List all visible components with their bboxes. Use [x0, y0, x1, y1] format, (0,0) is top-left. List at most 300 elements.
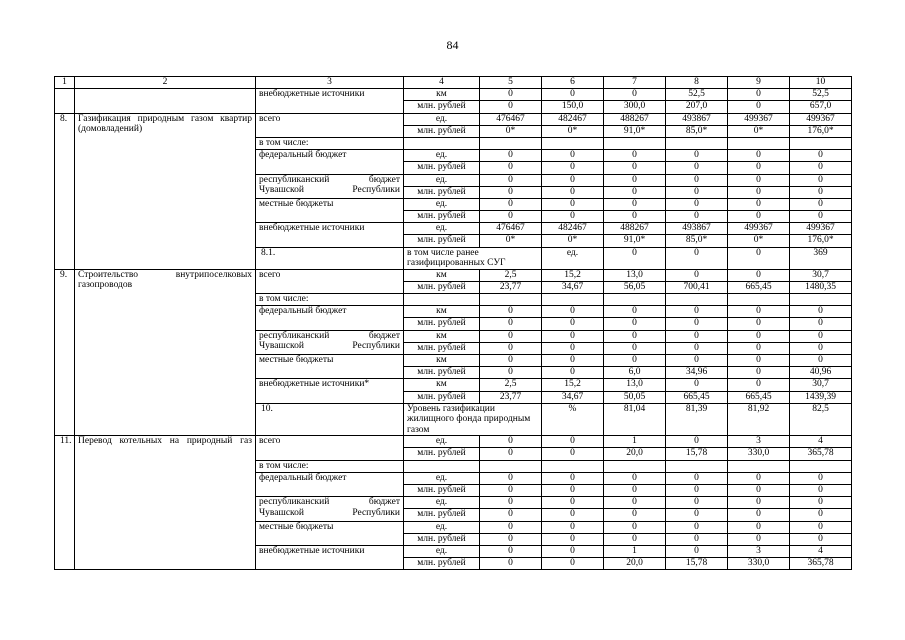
value-cell: 0 — [604, 533, 666, 545]
indicator-cell: в том числе ранее газифицированных СУГ — [404, 247, 542, 269]
value-cell: 0 — [728, 484, 790, 496]
unit-cell — [404, 460, 480, 472]
value-cell: 0 — [790, 318, 852, 330]
unit-cell: км — [404, 306, 480, 318]
value-cell: 0 — [542, 472, 604, 484]
value-cell: 4 — [790, 545, 852, 557]
value-cell: 0 — [542, 211, 604, 223]
value-cell: 499367 — [728, 113, 790, 125]
value-cell: 0 — [728, 533, 790, 545]
unit-cell: млн. рублей — [404, 448, 480, 460]
value-cell: 0 — [542, 330, 604, 342]
value-cell — [666, 460, 728, 472]
value-cell: 365,78 — [790, 448, 852, 460]
value-cell: 20,0 — [604, 558, 666, 570]
value-cell: 330,0 — [728, 558, 790, 570]
value-cell: 0 — [790, 186, 852, 198]
value-cell: 30,7 — [790, 269, 852, 281]
value-cell: 0 — [666, 247, 728, 269]
value-cell: 81,39 — [666, 403, 728, 436]
value-cell — [790, 137, 852, 149]
value-cell — [604, 137, 666, 149]
header-cell: 3 — [256, 77, 404, 89]
source-cell: республиканский бюджет Чувашской Республики — [256, 174, 404, 198]
value-cell: 0 — [604, 472, 666, 484]
row-number-cell: 9. — [55, 269, 75, 436]
unit-cell: млн. рублей — [404, 318, 480, 330]
header-cell: 10 — [790, 77, 852, 89]
value-cell: 0 — [480, 354, 542, 366]
source-cell: всего — [256, 269, 404, 293]
value-cell: 20,0 — [604, 448, 666, 460]
value-cell: 482467 — [542, 223, 604, 235]
value-cell: 0 — [666, 521, 728, 533]
value-cell — [480, 294, 542, 306]
value-cell: 0 — [666, 545, 728, 557]
value-cell: 30,7 — [790, 379, 852, 391]
value-cell: 0 — [666, 269, 728, 281]
value-cell: 0 — [480, 509, 542, 521]
value-cell — [542, 137, 604, 149]
value-cell: 0 — [480, 174, 542, 186]
value-cell: 0 — [480, 186, 542, 198]
value-cell: 85,0* — [666, 125, 728, 137]
indicator-cell: Газификация природным газом квартир (домовладений) — [75, 113, 256, 269]
value-cell: 0 — [728, 150, 790, 162]
value-cell: 3 — [728, 436, 790, 448]
value-cell: 0 — [542, 558, 604, 570]
value-cell: 0 — [480, 150, 542, 162]
value-cell: 0 — [480, 162, 542, 174]
value-cell: 0* — [728, 235, 790, 247]
value-cell: 0 — [790, 162, 852, 174]
value-cell — [666, 294, 728, 306]
unit-cell: млн. рублей — [404, 533, 480, 545]
value-cell: 0 — [666, 497, 728, 509]
value-cell: 0 — [666, 342, 728, 354]
source-cell: федеральный бюджет — [256, 150, 404, 174]
unit-cell: ед. — [404, 150, 480, 162]
value-cell: 0 — [728, 472, 790, 484]
value-cell: 0 — [790, 306, 852, 318]
row-number-cell: 10. — [256, 403, 404, 436]
value-cell: 0 — [728, 318, 790, 330]
value-cell — [666, 137, 728, 149]
value-cell: 34,96 — [666, 367, 728, 379]
source-cell: в том числе: — [256, 460, 404, 472]
value-cell: 0 — [604, 150, 666, 162]
value-cell: 91,0* — [604, 235, 666, 247]
value-cell: 0 — [542, 174, 604, 186]
value-cell: 0 — [604, 186, 666, 198]
value-cell: 0 — [604, 509, 666, 521]
unit-cell: ед. — [404, 113, 480, 125]
value-cell: 40,96 — [790, 367, 852, 379]
unit-cell: км — [404, 89, 480, 101]
value-cell: 0 — [666, 379, 728, 391]
unit-cell: млн. рублей — [404, 558, 480, 570]
value-cell: 0 — [790, 211, 852, 223]
unit-cell: млн. рублей — [404, 342, 480, 354]
unit-cell: ед. — [404, 497, 480, 509]
value-cell: 23,77 — [480, 391, 542, 403]
value-cell: 0 — [790, 509, 852, 521]
value-cell: 0 — [542, 354, 604, 366]
value-cell: 499367 — [790, 113, 852, 125]
value-cell: 207,0 — [666, 101, 728, 113]
value-cell: 0 — [604, 318, 666, 330]
value-cell: 0 — [728, 269, 790, 281]
indicator-cell: Перевод котельных на природный газ — [75, 436, 256, 570]
unit-cell: км — [404, 330, 480, 342]
value-cell: 0 — [604, 521, 666, 533]
value-cell: 0 — [480, 497, 542, 509]
value-cell: 493867 — [666, 113, 728, 125]
value-cell: 15,2 — [542, 379, 604, 391]
value-cell: 0 — [790, 484, 852, 496]
value-cell: 0 — [728, 89, 790, 101]
value-cell: 499367 — [728, 223, 790, 235]
value-cell: 0 — [728, 379, 790, 391]
value-cell — [790, 294, 852, 306]
header-cell: 7 — [604, 77, 666, 89]
value-cell: 0 — [480, 472, 542, 484]
value-cell: 0 — [666, 318, 728, 330]
value-cell: 0 — [604, 247, 666, 269]
value-cell: 2,5 — [480, 269, 542, 281]
unit-cell: ед. — [404, 472, 480, 484]
value-cell: 2,5 — [480, 379, 542, 391]
value-cell: 150,0 — [542, 101, 604, 113]
unit-cell: ед. — [542, 247, 604, 269]
value-cell: 0 — [728, 198, 790, 210]
value-cell: 0 — [542, 89, 604, 101]
value-cell: 0 — [542, 342, 604, 354]
unit-cell: км — [404, 379, 480, 391]
value-cell: 82,5 — [790, 403, 852, 436]
unit-cell: ед. — [404, 545, 480, 557]
unit-cell: ед. — [404, 223, 480, 235]
value-cell: 488267 — [604, 223, 666, 235]
value-cell: 0 — [542, 150, 604, 162]
value-cell: 0* — [542, 235, 604, 247]
value-cell: 81,04 — [604, 403, 666, 436]
value-cell: 476467 — [480, 223, 542, 235]
unit-cell: км — [404, 354, 480, 366]
value-cell: 0 — [666, 436, 728, 448]
unit-cell: млн. рублей — [404, 186, 480, 198]
value-cell: 1439,39 — [790, 391, 852, 403]
value-cell: 0 — [542, 509, 604, 521]
value-cell: 0 — [666, 211, 728, 223]
value-cell — [728, 137, 790, 149]
header-cell: 8 — [666, 77, 728, 89]
value-cell: 0 — [790, 497, 852, 509]
value-cell: 0 — [666, 150, 728, 162]
header-cell: 4 — [404, 77, 480, 89]
value-cell: 81,92 — [728, 403, 790, 436]
value-cell: 0 — [542, 162, 604, 174]
table-body — [55, 89, 852, 570]
value-cell: 0 — [604, 497, 666, 509]
value-cell: 0 — [790, 342, 852, 354]
value-cell: 0 — [728, 211, 790, 223]
value-cell: 0 — [728, 330, 790, 342]
value-cell: 0 — [666, 174, 728, 186]
header-cell: 9 — [728, 77, 790, 89]
table-row — [55, 89, 852, 101]
value-cell: 6,0 — [604, 367, 666, 379]
value-cell: 657,0 — [790, 101, 852, 113]
value-cell — [790, 460, 852, 472]
value-cell: 0 — [666, 162, 728, 174]
source-cell: всего — [256, 113, 404, 137]
value-cell: 15,2 — [542, 269, 604, 281]
value-cell — [542, 460, 604, 472]
unit-cell: млн. рублей — [404, 391, 480, 403]
value-cell: 0 — [728, 162, 790, 174]
value-cell: 0* — [480, 235, 542, 247]
value-cell: 0 — [604, 198, 666, 210]
value-cell: 3 — [728, 545, 790, 557]
program-indicators-table — [54, 76, 852, 570]
source-cell: местные бюджеты — [256, 354, 404, 378]
value-cell: 0 — [480, 318, 542, 330]
header-cell: 6 — [542, 77, 604, 89]
unit-cell: км — [404, 269, 480, 281]
value-cell: 0 — [728, 101, 790, 113]
source-cell: всего — [256, 436, 404, 460]
value-cell: 0 — [666, 472, 728, 484]
value-cell: 0 — [542, 436, 604, 448]
value-cell: 1 — [604, 545, 666, 557]
value-cell: 0 — [728, 509, 790, 521]
value-cell: 488267 — [604, 113, 666, 125]
value-cell: 700,41 — [666, 281, 728, 293]
source-cell: местные бюджеты — [256, 521, 404, 545]
value-cell: 0 — [480, 211, 542, 223]
value-cell: 0 — [542, 306, 604, 318]
header-cell: 1 — [55, 77, 75, 89]
unit-cell: млн. рублей — [404, 101, 480, 113]
source-cell: республиканский бюджет Чувашской Республики — [256, 497, 404, 521]
unit-cell: млн. рублей — [404, 235, 480, 247]
unit-cell — [404, 137, 480, 149]
indicator-cell: Строительство внутрипоселковых газопроводов — [75, 269, 256, 436]
header-cell: 2 — [75, 77, 256, 89]
value-cell — [480, 137, 542, 149]
value-cell: 52,5 — [666, 89, 728, 101]
value-cell: 0 — [542, 318, 604, 330]
source-cell: в том числе: — [256, 294, 404, 306]
value-cell: 0 — [480, 558, 542, 570]
value-cell: 0 — [728, 306, 790, 318]
value-cell: 0 — [480, 521, 542, 533]
value-cell: 0 — [728, 186, 790, 198]
unit-cell: ед. — [404, 174, 480, 186]
value-cell: 0 — [728, 342, 790, 354]
table-row — [55, 436, 852, 448]
value-cell: 0 — [728, 497, 790, 509]
value-cell: 0 — [480, 198, 542, 210]
value-cell: 0 — [604, 306, 666, 318]
value-cell: 0 — [542, 448, 604, 460]
value-cell: 0 — [480, 436, 542, 448]
value-cell: 0 — [542, 484, 604, 496]
unit-cell — [404, 294, 480, 306]
column-number-row — [55, 77, 852, 89]
value-cell: 0 — [790, 174, 852, 186]
page-number: 84 — [446, 38, 459, 52]
value-cell: 0 — [728, 354, 790, 366]
value-cell: 665,45 — [728, 391, 790, 403]
source-cell: федеральный бюджет — [256, 306, 404, 330]
value-cell: 0 — [666, 484, 728, 496]
value-cell: 0 — [542, 198, 604, 210]
unit-cell: млн. рублей — [404, 281, 480, 293]
source-cell: в том числе: — [256, 137, 404, 149]
value-cell: 665,45 — [666, 391, 728, 403]
source-cell: федеральный бюджет — [256, 472, 404, 496]
source-cell: внебюджетные источники — [256, 545, 404, 569]
value-cell — [604, 460, 666, 472]
value-cell: 0 — [480, 484, 542, 496]
value-cell: 0 — [542, 545, 604, 557]
value-cell — [728, 294, 790, 306]
indicator-cell: Уровень газификации жилищного фонда природным газом — [404, 403, 542, 436]
unit-cell: ед. — [404, 436, 480, 448]
unit-cell: млн. рублей — [404, 125, 480, 137]
value-cell: 0* — [480, 125, 542, 137]
value-cell: 13,0 — [604, 269, 666, 281]
value-cell: 0 — [604, 484, 666, 496]
value-cell: 0 — [480, 448, 542, 460]
source-cell: внебюджетные источники — [256, 89, 404, 113]
value-cell: 482467 — [542, 113, 604, 125]
table-row — [55, 269, 852, 281]
value-cell: 0 — [480, 367, 542, 379]
value-cell: 176,0* — [790, 125, 852, 137]
value-cell — [604, 294, 666, 306]
value-cell: 15,78 — [666, 558, 728, 570]
value-cell: 15,78 — [666, 448, 728, 460]
value-cell: 0 — [728, 521, 790, 533]
value-cell: 0 — [790, 472, 852, 484]
value-cell: 0 — [542, 521, 604, 533]
unit-cell: % — [542, 403, 604, 436]
row-number-cell: 11. — [55, 436, 75, 570]
value-cell: 34,67 — [542, 281, 604, 293]
value-cell: 0 — [604, 89, 666, 101]
value-cell: 0 — [480, 342, 542, 354]
value-cell: 0 — [542, 533, 604, 545]
value-cell: 176,0* — [790, 235, 852, 247]
row-number-cell: 8. — [55, 113, 75, 269]
value-cell: 0 — [790, 354, 852, 366]
value-cell: 1480,35 — [790, 281, 852, 293]
value-cell: 300,0 — [604, 101, 666, 113]
value-cell: 1 — [604, 436, 666, 448]
value-cell: 52,5 — [790, 89, 852, 101]
value-cell: 0 — [666, 330, 728, 342]
unit-cell: ед. — [404, 198, 480, 210]
value-cell: 0 — [604, 342, 666, 354]
value-cell: 0 — [480, 101, 542, 113]
value-cell: 0 — [790, 521, 852, 533]
value-cell — [728, 460, 790, 472]
value-cell: 23,77 — [480, 281, 542, 293]
source-cell: внебюджетные источники — [256, 223, 404, 247]
value-cell: 365,78 — [790, 558, 852, 570]
value-cell: 50,05 — [604, 391, 666, 403]
value-cell: 0 — [480, 533, 542, 545]
value-cell: 0 — [666, 533, 728, 545]
value-cell: 0* — [542, 125, 604, 137]
source-cell: внебюджетные источники* — [256, 379, 404, 403]
value-cell: 0 — [790, 533, 852, 545]
value-cell: 0 — [728, 247, 790, 269]
unit-cell: млн. рублей — [404, 509, 480, 521]
value-cell: 476467 — [480, 113, 542, 125]
value-cell — [542, 294, 604, 306]
value-cell: 369 — [790, 247, 852, 269]
value-cell: 499367 — [790, 223, 852, 235]
indicator-cell — [75, 89, 256, 113]
value-cell: 91,0* — [604, 125, 666, 137]
value-cell: 493867 — [666, 223, 728, 235]
unit-cell: млн. рублей — [404, 211, 480, 223]
value-cell: 0 — [542, 497, 604, 509]
unit-cell: млн. рублей — [404, 484, 480, 496]
value-cell: 0 — [604, 211, 666, 223]
value-cell: 4 — [790, 436, 852, 448]
value-cell: 0 — [666, 509, 728, 521]
source-cell: республиканский бюджет Чувашской Республики — [256, 330, 404, 354]
value-cell: 0 — [666, 354, 728, 366]
value-cell: 0 — [480, 545, 542, 557]
value-cell: 13,0 — [604, 379, 666, 391]
value-cell: 85,0* — [666, 235, 728, 247]
source-cell: местные бюджеты — [256, 198, 404, 222]
value-cell: 0 — [542, 186, 604, 198]
value-cell: 0 — [790, 150, 852, 162]
row-number-cell — [55, 89, 75, 113]
unit-cell: млн. рублей — [404, 162, 480, 174]
value-cell: 0 — [480, 330, 542, 342]
value-cell: 56,05 — [604, 281, 666, 293]
value-cell: 34,67 — [542, 391, 604, 403]
unit-cell: млн. рублей — [404, 367, 480, 379]
value-cell: 0 — [604, 162, 666, 174]
value-cell: 0 — [790, 330, 852, 342]
value-cell: 0 — [790, 198, 852, 210]
value-cell — [480, 460, 542, 472]
value-cell: 0 — [480, 89, 542, 101]
value-cell: 0 — [666, 186, 728, 198]
value-cell: 0 — [666, 198, 728, 210]
value-cell: 0* — [728, 125, 790, 137]
value-cell: 330,0 — [728, 448, 790, 460]
header-cell: 5 — [480, 77, 542, 89]
value-cell: 0 — [604, 354, 666, 366]
value-cell: 0 — [666, 306, 728, 318]
value-cell: 0 — [542, 367, 604, 379]
value-cell: 0 — [604, 330, 666, 342]
value-cell: 665,45 — [728, 281, 790, 293]
value-cell: 0 — [604, 174, 666, 186]
value-cell: 0 — [480, 306, 542, 318]
value-cell: 0 — [728, 367, 790, 379]
